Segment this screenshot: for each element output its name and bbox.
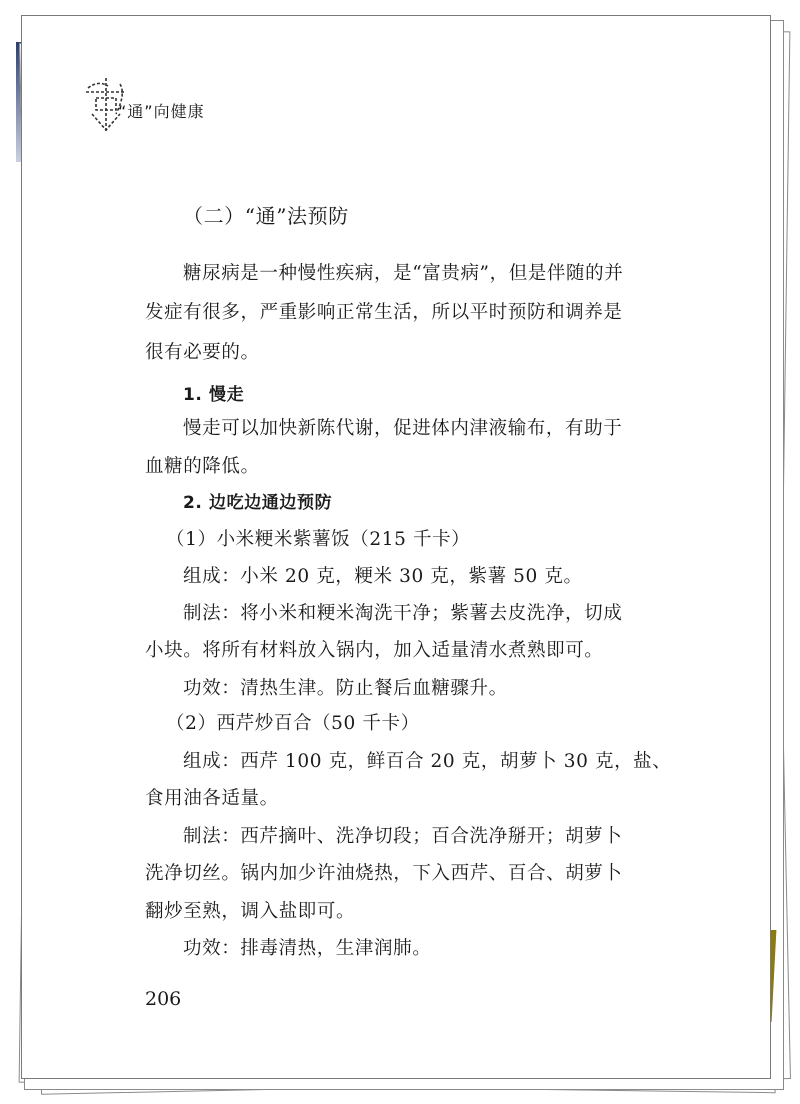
text-line: 很有必要的。 <box>145 342 260 363</box>
text-line: 慢走可以加快新陈代谢，促进体内津液输布，有助于 <box>183 418 623 439</box>
text-line: 功效：排毒清热，生津润肺。 <box>183 938 432 959</box>
text-line: 食用油各适量。 <box>145 788 279 809</box>
subheading: 2. 边吃边通边预防 <box>183 493 333 513</box>
text-line: 制法：西芹摘叶、洗净切段；百合洗净掰开；胡萝卜 <box>183 826 623 847</box>
text-line: 小块。将所有材料放入锅内，加入适量清水煮熟即可。 <box>145 640 604 661</box>
text-line: （2）西芹炒百合（50 千卡） <box>166 713 420 734</box>
subheading: 1. 慢走 <box>183 385 245 405</box>
text-line: （1）小米粳米紫薯饭（215 千卡） <box>166 529 471 550</box>
running-header: “通”向健康 <box>118 102 205 121</box>
text-line: 组成：小米 20 克，粳米 30 克，紫薯 50 克。 <box>183 566 583 587</box>
text-line: 翻炒至熟，调入盐即可。 <box>145 901 356 922</box>
text-line: 糖尿病是一种慢性疾病，是“富贵病”，但是伴随的并 <box>183 263 624 284</box>
text-line: 功效：清热生津。防止餐后血糖骤升。 <box>183 678 508 699</box>
text-line: 洗净切丝。锅内加少许油烧热，下入西芹、百合、胡萝卜 <box>145 863 623 884</box>
text-line: 发症有很多，严重影响正常生活，所以平时预防和调养是 <box>145 302 623 323</box>
text-line: 组成：西芹 100 克，鲜百合 20 克，胡萝卜 30 克，盐、 <box>183 751 672 772</box>
text-line: 制法：将小米和粳米淘洗干净；紫薯去皮洗净，切成 <box>183 603 623 624</box>
section-title: （二）“通”法预防 <box>183 204 349 228</box>
page-number: 206 <box>145 988 182 1010</box>
text-line: 血糖的降低。 <box>145 456 260 477</box>
